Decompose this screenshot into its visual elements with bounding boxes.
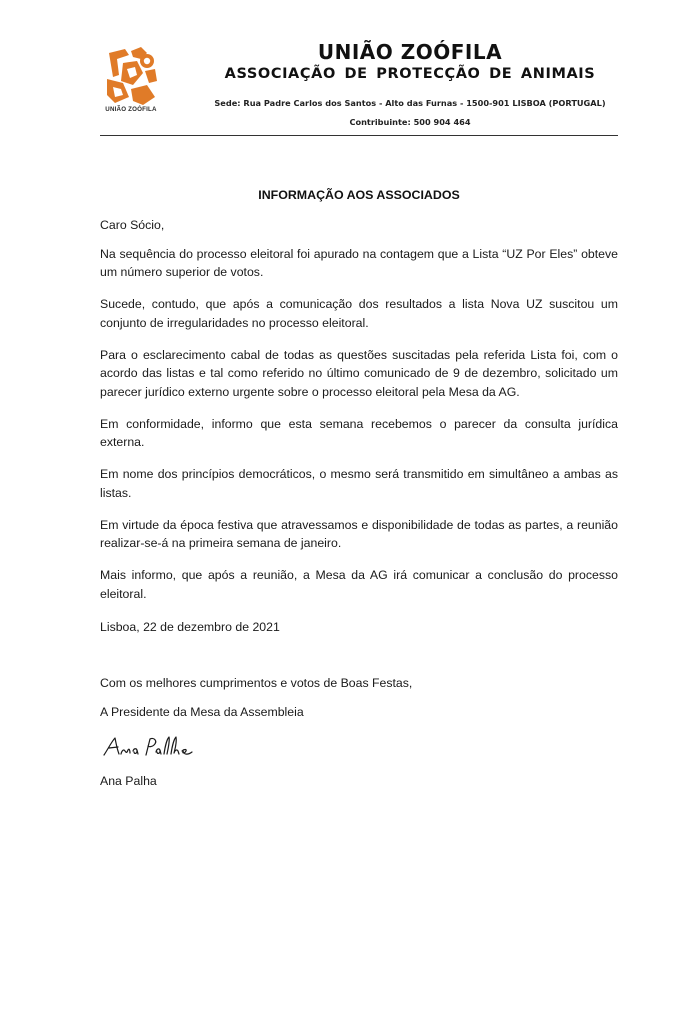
closing-line: Com os melhores cumprimentos e votos de Boas Festas, [100,676,413,690]
greeting: Caro Sócio, [100,218,165,232]
handwritten-signature [102,733,198,761]
signature-icon [102,733,198,761]
logo-caption: UNIÃO ZOÓFILA [105,106,157,113]
paragraph: Para o esclarecimento cabal de todas as questões suscitadas pela referida Lista foi, com o acordo das listas e tal como referido no último comunicado de 9 de dezembro, solicitado um parecer jurídico externo urgente sobre o processo eleitoral pela Mesa da AG. [100,347,618,399]
organization-subtitle: ASSOCIAÇÃO DE PROTECÇÃO DE ANIMAIS [224,66,596,82]
paragraph: Em virtude da época festiva que atravessamos e disponibilidade de todas as partes, a reunião realizar-se-á na primeira semana de janeiro. [100,517,618,551]
signer-name: Ana Palha [100,774,157,788]
header-divider [100,135,618,136]
letter-body [100,216,618,617]
paragraph: Mais informo, que após a reunião, a Mesa da AG irá comunicar a conclusão do processo eleitoral. [100,568,618,601]
document-title: INFORMAÇÃO AOS ASSOCIADOS [258,188,460,202]
paragraph: Em conformidade, informo que esta semana recebemos o parecer da consulta jurídica externa. [100,416,618,450]
animal-hands-logo-icon [103,45,159,107]
organization-name: UNIÃO ZOÓFILA [317,40,503,64]
taxpayer-number: Contribuinte: 500 904 464 [349,117,471,127]
signer-role: A Presidente da Mesa da Assembleia [100,705,304,719]
paragraph: Sucede, contudo, que após a comunicação dos resultados a lista Nova UZ suscitou um conjunto de irregularidades no processo eleitoral. [100,297,618,330]
letterhead [0,0,693,140]
paragraph: Em nome dos princípios democráticos, o mesmo será transmitido em simultâneo a ambas as listas. [100,467,618,500]
paragraph: Na sequência do processo eleitoral foi apurado na contagem que a Lista “UZ Por Eles” obteve um número superior de votos. [100,246,618,280]
date-line: Lisboa, 22 de dezembro de 2021 [100,620,280,634]
organization-address: Sede: Rua Padre Carlos dos Santos - Alto das Furnas - 1500-901 LISBOA (PORTUGAL) [214,98,606,108]
